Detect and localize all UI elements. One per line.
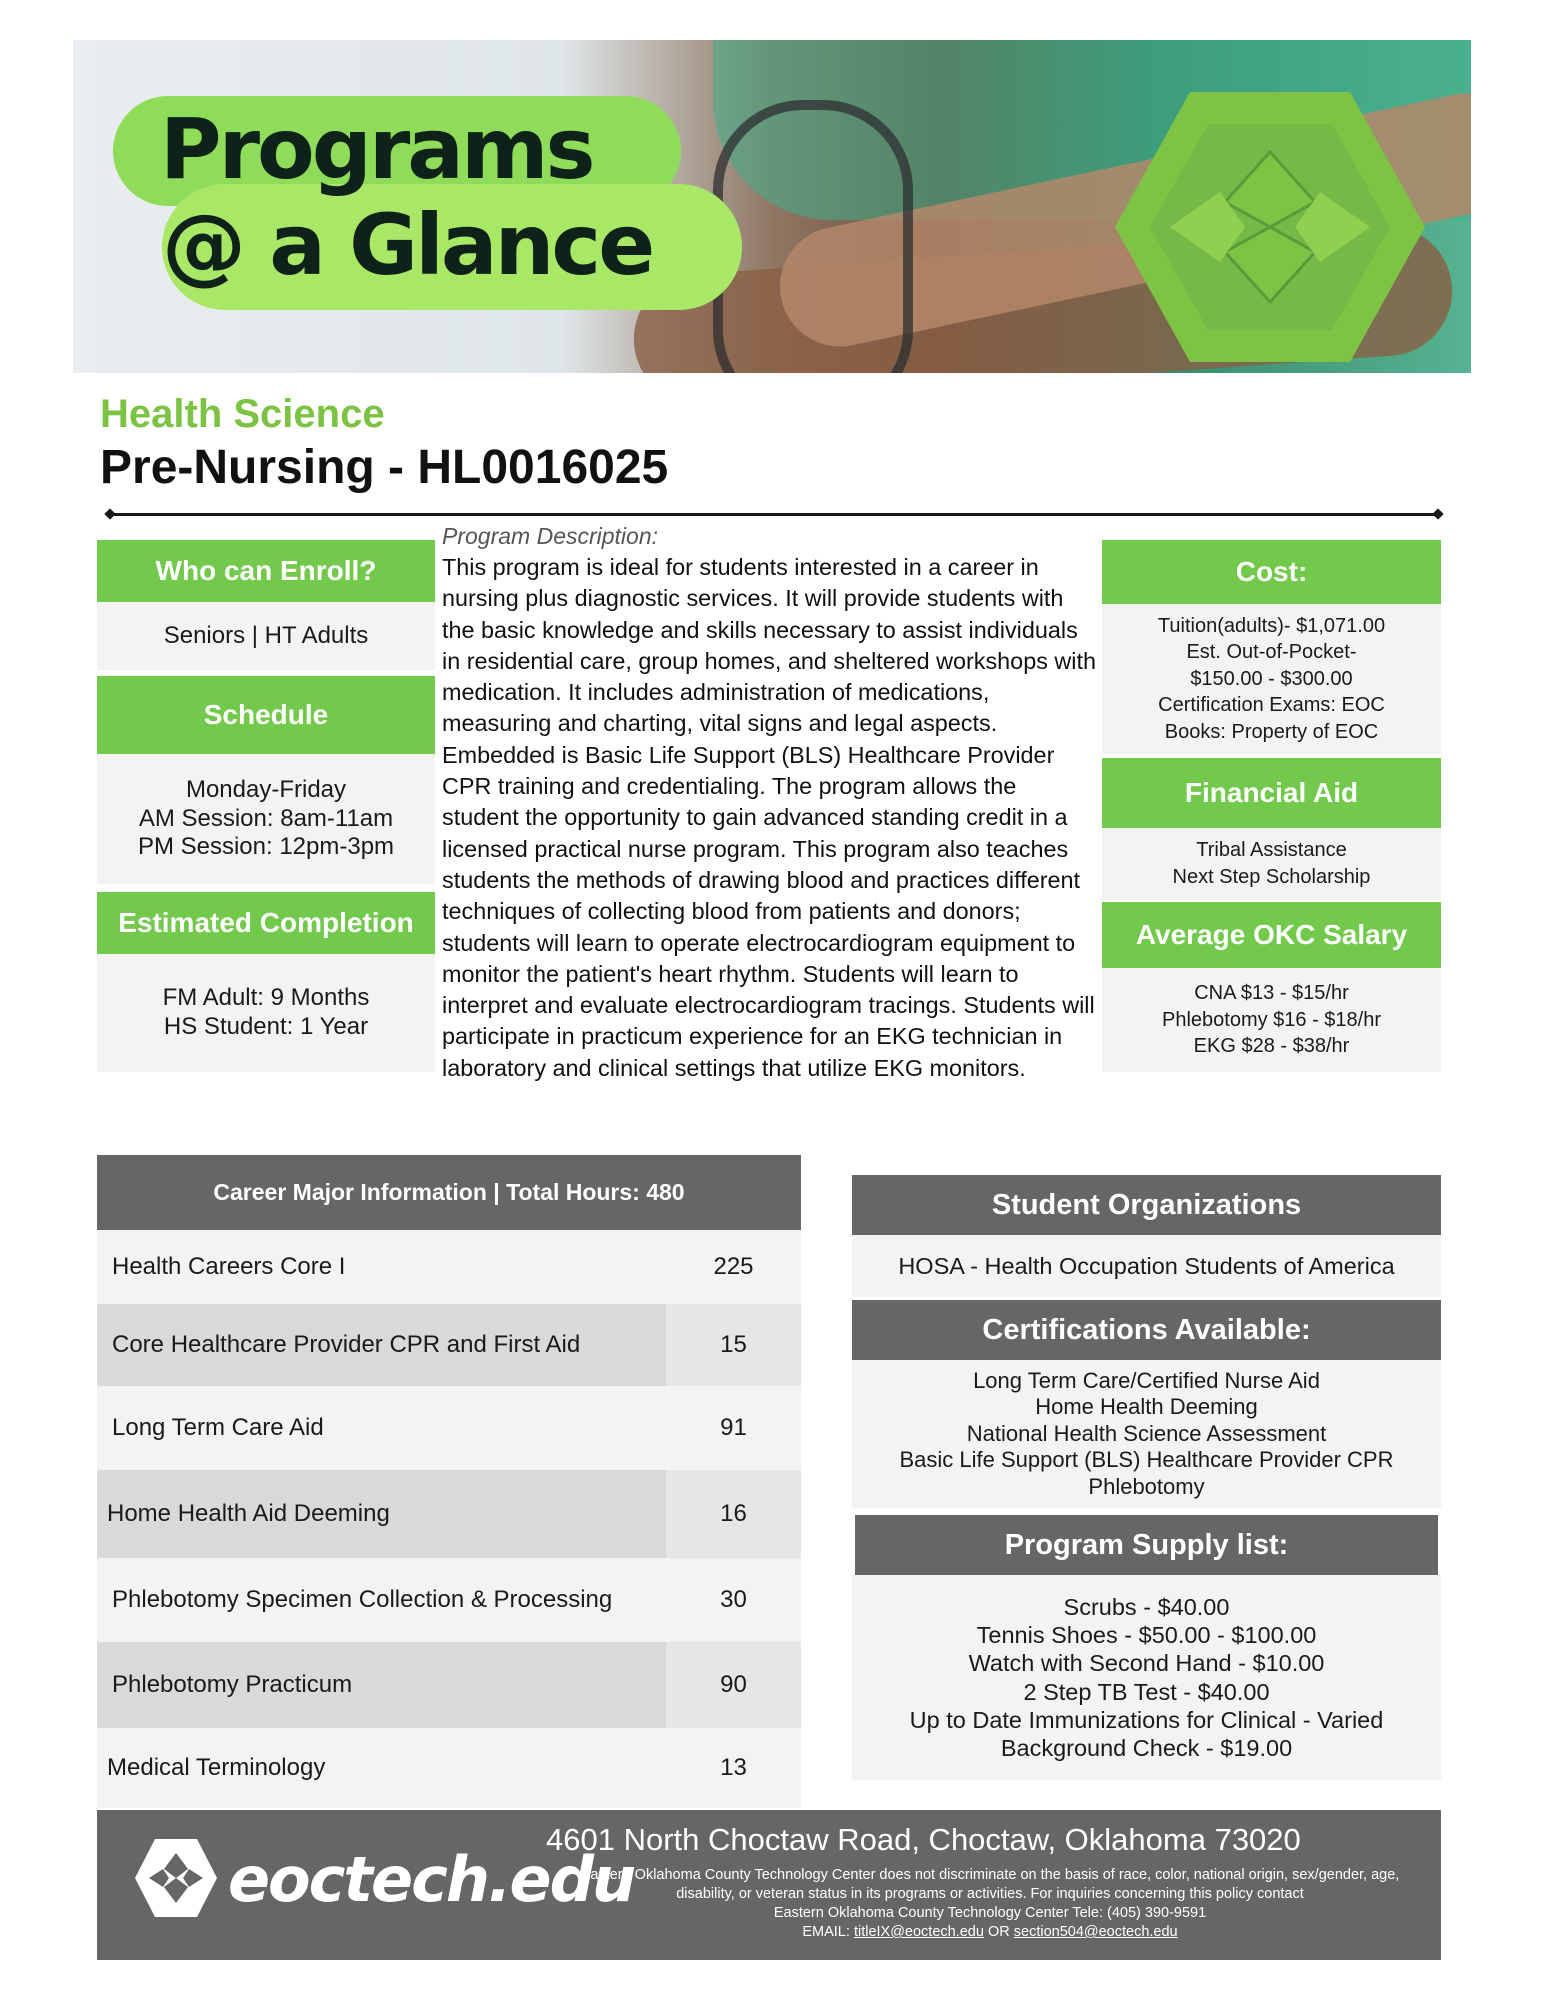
divider bbox=[108, 513, 1438, 516]
table-row bbox=[97, 1728, 801, 1808]
financial-aid-line: Tribal Assistance bbox=[1196, 839, 1347, 862]
schedule-line: PM Session: 12pm-3pm bbox=[137, 833, 395, 861]
course-hours: 225 bbox=[713, 1253, 754, 1280]
schedule-line: Monday-Friday bbox=[185, 775, 347, 803]
supply-line: Watch with Second Hand - $10.00 bbox=[968, 1650, 1325, 1677]
salary-line: EKG $28 - $38/hr bbox=[1193, 1035, 1350, 1058]
course-name: Core Healthcare Provider CPR and First Aid bbox=[112, 1331, 581, 1358]
table-row bbox=[97, 1230, 801, 1304]
eoc-asterisk-logo-icon bbox=[133, 1835, 219, 1921]
financial-aid-heading: Financial Aid bbox=[1102, 758, 1441, 828]
course-hours: 90 bbox=[666, 1642, 801, 1728]
who-can-enroll-line: Seniors | HT Adults bbox=[163, 621, 369, 649]
divider-left-end bbox=[104, 508, 115, 519]
cost-line: Est. Out-of-Pocket- bbox=[1186, 641, 1357, 664]
legal-email-line bbox=[550, 1923, 1430, 1942]
table-row bbox=[97, 1386, 801, 1470]
email-link-section504[interactable]: section504@eoctech.edu bbox=[1013, 1924, 1178, 1940]
schedule-heading: Schedule bbox=[97, 676, 435, 754]
course-name: Phlebotomy Practicum bbox=[112, 1671, 353, 1698]
legal-text: Eastern Oklahoma County Technology Center does not discriminate on the basis of race, color, national origin, sex/gender, age, disability, or veteran status in its programs or activities. For inquiries concerning this policy contact bbox=[580, 1867, 1400, 1902]
student-orgs-body bbox=[852, 1235, 1441, 1297]
course-name: Medical Terminology bbox=[107, 1754, 326, 1781]
stethoscope-image bbox=[713, 100, 913, 373]
student-org-line: HOSA - Health Occupation Students of America bbox=[898, 1252, 1395, 1279]
completion-line: HS Student: 1 Year bbox=[163, 1013, 369, 1040]
salary-body bbox=[1102, 968, 1441, 1072]
career-table-header: Career Major Information | Total Hours: 480 bbox=[97, 1155, 801, 1230]
hero-title-line1: Programs bbox=[160, 100, 593, 198]
course-hours: 16 bbox=[666, 1470, 801, 1558]
supply-line: Up to Date Immunizations for Clinical - Varied bbox=[909, 1706, 1384, 1733]
course-name: Health Careers Core I bbox=[112, 1253, 346, 1280]
financial-aid-body bbox=[1102, 828, 1441, 900]
program-description: This program is ideal for students interested in a career in nursing plus diagnostic services. It will provide students with the basic knowledge and skills necessary to assist individuals in residential care, group homes, and sheltered workshops with medication. It includes administration of medications, measuring and charting, vital signs and legal aspects. Embedded is Basic Life Support (BLS) Healthcare Provider CPR training and credentialing. The program allows the student the opportunity to gain advanced standing credit in a licensed practical nurse program. This program also teaches students the methods of drawing blood and practices different techniques of collecting blood from patients and donors; students will learn to operate electrocardiogram equipment to monitor the patient's heart rhythm. Students will learn to interpret and evaluate electrocardiogram tracings. Students will participate in practicum experience for an EKG technician in laboratory and clinical settings that utilize EKG monitors. bbox=[442, 554, 1096, 1081]
email-link-title-ix[interactable]: titleIX@eoctech.edu bbox=[853, 1924, 984, 1940]
student-orgs-heading: Student Organizations bbox=[852, 1175, 1441, 1235]
table-row bbox=[97, 1642, 801, 1728]
salary-heading: Average OKC Salary bbox=[1102, 902, 1441, 968]
table-row bbox=[97, 1304, 801, 1386]
course-name: Phlebotomy Specimen Collection & Processing bbox=[112, 1586, 613, 1613]
cost-line: Tuition(adults)- $1,071.00 bbox=[1157, 614, 1386, 637]
supplies-body bbox=[852, 1575, 1441, 1780]
financial-aid-line: Next Step Scholarship bbox=[1172, 866, 1371, 888]
certification-line: Long Term Care/Certified Nurse Aid bbox=[973, 1368, 1320, 1394]
estimated-completion-body bbox=[97, 954, 435, 1072]
cost-line: $150.00 - $300.00 bbox=[1190, 667, 1353, 690]
footer-address: 4601 North Choctaw Road, Choctaw, Oklahoma 73020 bbox=[546, 1822, 1301, 1857]
program-title: Pre-Nursing - HL0016025 bbox=[100, 441, 669, 494]
email-or: OR bbox=[987, 1924, 1010, 1940]
supply-line: Scrubs - $40.00 bbox=[1063, 1593, 1230, 1620]
certification-line: Home Health Deeming bbox=[1035, 1394, 1258, 1420]
estimated-completion-heading: Estimated Completion bbox=[97, 892, 435, 954]
certification-line: Basic Life Support (BLS) Healthcare Provider CPR bbox=[899, 1447, 1394, 1473]
footer-logo bbox=[133, 1835, 635, 1926]
course-name: Long Term Care Aid bbox=[112, 1414, 324, 1441]
divider-right-end bbox=[1432, 508, 1443, 519]
program-category: Health Science bbox=[100, 392, 385, 436]
supply-line: 2 Step TB Test - $40.00 bbox=[1023, 1678, 1270, 1705]
who-can-enroll-heading: Who can Enroll? bbox=[97, 540, 435, 602]
certifications-body bbox=[852, 1360, 1441, 1508]
supplies-heading: Program Supply list: bbox=[855, 1515, 1438, 1575]
table-row bbox=[97, 1470, 801, 1558]
certifications-heading: Certifications Available: bbox=[852, 1300, 1441, 1360]
email-label: EMAIL: bbox=[802, 1924, 850, 1940]
supply-line: Background Check - $19.00 bbox=[1000, 1734, 1293, 1761]
hero-title-line2: @ a Glance bbox=[162, 196, 653, 294]
completion-line: FM Adult: 9 Months bbox=[162, 984, 370, 1012]
description-label: Program Description: bbox=[442, 523, 659, 549]
cost-line: Certification Exams: EOC bbox=[1158, 694, 1385, 717]
certification-line: National Health Science Assessment bbox=[966, 1420, 1327, 1446]
schedule-line: AM Session: 8am-11am bbox=[138, 804, 394, 832]
course-hours: 30 bbox=[720, 1586, 747, 1613]
legal-contact: Eastern Oklahoma County Technology Center Tele: (405) 390-9591 bbox=[773, 1905, 1207, 1921]
cost-body bbox=[1102, 604, 1441, 754]
certification-line: Phlebotomy bbox=[1088, 1473, 1205, 1499]
cost-line: Books: Property of EOC bbox=[1164, 720, 1379, 743]
schedule-body bbox=[97, 754, 435, 884]
footer-logo-text: eoctech.edu bbox=[228, 1843, 635, 1916]
cost-heading: Cost: bbox=[1102, 540, 1441, 604]
who-can-enroll-body bbox=[97, 602, 435, 670]
salary-line: CNA $13 - $15/hr bbox=[1194, 982, 1349, 1005]
eoc-hexagon-logo-icon bbox=[1110, 82, 1430, 372]
course-hours: 91 bbox=[720, 1414, 747, 1441]
course-name: Home Health Aid Deeming bbox=[107, 1500, 390, 1527]
table-row bbox=[97, 1558, 801, 1642]
footer-legal bbox=[550, 1866, 1430, 1942]
course-hours: 13 bbox=[720, 1754, 747, 1781]
salary-line: Phlebotomy $16 - $18/hr bbox=[1161, 1008, 1382, 1031]
course-hours: 15 bbox=[666, 1304, 801, 1386]
supply-line: Tennis Shoes - $50.00 - $100.00 bbox=[976, 1622, 1317, 1649]
